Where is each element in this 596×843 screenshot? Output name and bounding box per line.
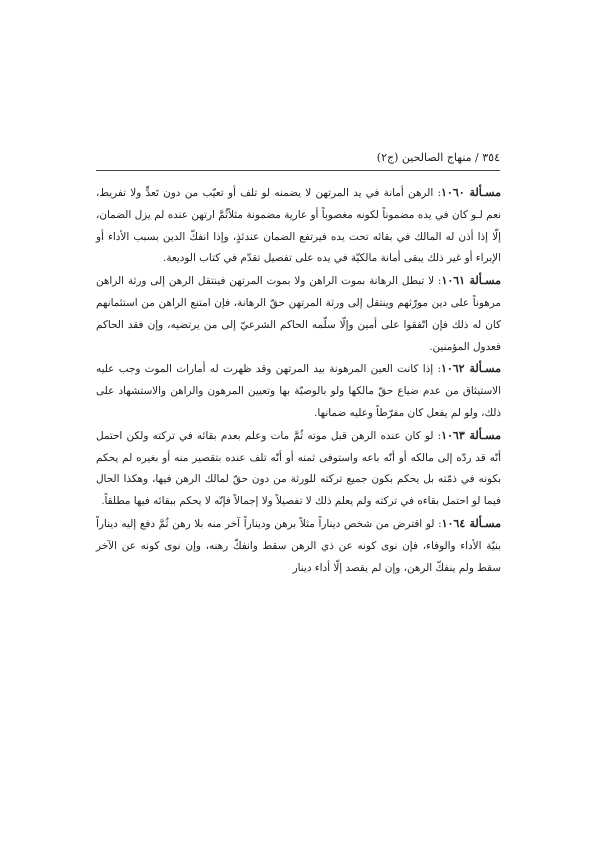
issue-label: مسـألة ١٠٦٣: [441, 428, 502, 442]
paragraph-issue-1061: [96, 270, 501, 358]
paragraph-text: : لو كان عنده الرهن قبل موته ثُمَّ مات وعلم بعدم بقائه في تركته ولكن احتمل أنّه قد ردّه إلى مالكه أو أنّه باعه واستوفى ثمنه أو أنّه تلف عنده بتقصير منه أو بغيره لم يحكم بكونه في ذمّته بل يحكم بكون جميع تركته للورثة من دون حقّ لمالك الرهن فيها، وهكذا الحال فيما لو احتمل بقاءه في تركته ولم يعلم ذلك لا تفصيلاً ولا إجمالاً فإنّه لا يحكم ببقائه فيها مطلقاً.: [96, 429, 501, 508]
issue-label: مسـألة ١٠٦٠: [441, 186, 501, 199]
paragraph-text: : لا تبطل الرهانة بموت الراهن ولا بموت المرتهن فينتقل الرهن إلى ورثة الراهن مرهوناً على دين مورّثهم وينتقل إلى ورثة المرتهن حقّ الرهانة، فإن امتنع الراهن من استئمانهم كان له ذلك فإن اتّفقوا على أمين وإلّا سلّمه الحاكم الشرعيّ إلى من يرتضيه، وإن فقد الحاكم فعدول المؤمنين.: [96, 275, 501, 353]
paragraph-text: : إذا كانت العين المرهونة بيد المرتهن وقد ظهرت له أمارات الموت وجب عليه الاستيثاق من عدم ضياع حقّ مالكها ولو بالوصيّة بها وتعيين المرهون والراهن والاستشهاد على ذلك، ولو لم يفعل كان مفرّطاً وعليه ضمانها.: [96, 363, 501, 419]
issue-label: مسـألة ١٠٦٢: [440, 362, 501, 376]
paragraph-text: : لو اقترض من شخص ديناراً مثلاً برهن وديناراً آخر منه بلا رهن ثُمَّ دفع إليه ديناراً بنيّة الأداء والوفاء، فإن نوى كونه عن ذي الرهن سقط وانفكّ رهنه، وإن نوى كونه عن الآخر سقط ولم ينفكّ الرهن، وإن لم يقصد إلّا أداء دينار: [96, 517, 501, 574]
issue-label: مسـألة ١٠٦٤: [441, 516, 501, 530]
paragraph-issue-1060: [96, 182, 501, 270]
running-header: ٣٥٤ / منهاج الصالحين (ج٢): [376, 151, 500, 164]
paragraph-issue-1064: [96, 513, 501, 579]
paragraph-issue-1062: [96, 358, 501, 424]
main-text: [96, 182, 501, 579]
paragraph-text: : الرهن أمانة في يد المرتهن لا يضمنه لو تلف أو تعيّب من دون تَعدٍّ ولا تفريط، نعم لـو كان في يده مضموناً لكونه مغصوباً أو عارية مضمونة مثلاًثُمَّ ارتهن عنده لم يزل الضمان، إلّا إذا أذن له المالك في بقائه تحت يده فيرتفع الضمان عندئذٍ، وإذا انفكّ الدين بسبب الأداء أو الإبراء أو غير ذلك يبقى أمانة مالكيّة في يده على تفصيل تقدّم في كتاب الوديعة.: [96, 187, 501, 265]
paragraph-issue-1063: [96, 425, 501, 513]
page-header: [96, 150, 500, 171]
issue-label: مسـألة ١٠٦١: [441, 274, 501, 288]
